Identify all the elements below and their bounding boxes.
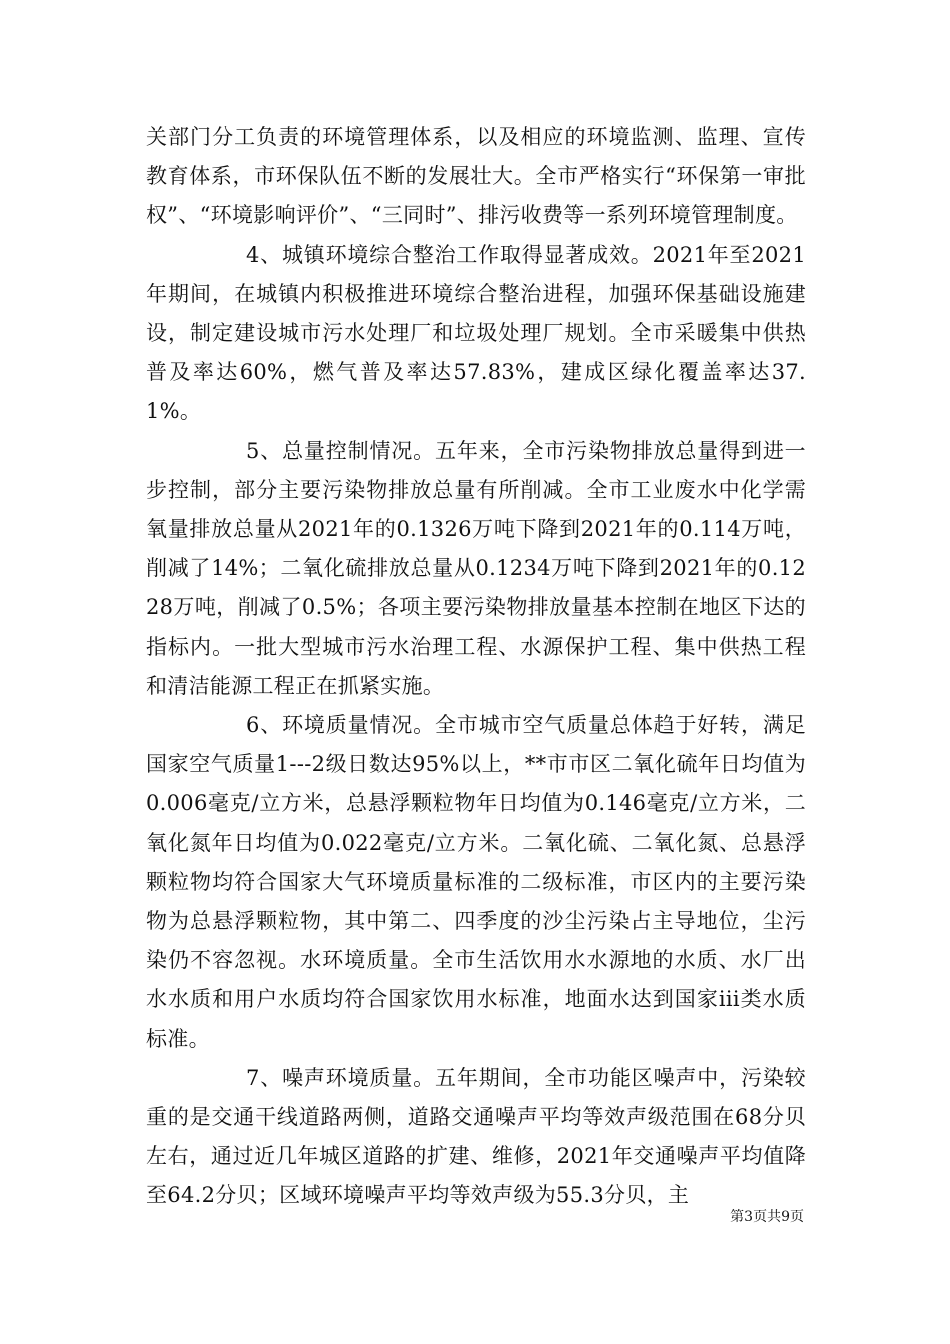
paragraph-noise-quality: 7、噪声环境质量。五年期间，全市功能区噪声中，污染较重的是交通干线道路两侧，道路交通噪声平均等效声级范围在68分贝左右，通过近几年城区道路的扩建、维修，2021年交通噪声平均值降至64.2分贝；区域环境噪声平均等效声级为55.3分贝，主	[146, 1065, 806, 1208]
page-number-footer: 第3页共9页	[730, 1209, 804, 1225]
document-body	[146, 118, 806, 1216]
paragraph-management-system: 关部门分工负责的环境管理体系，以及相应的环境监测、监理、宣传教育体系，市环保队伍不断的发展壮大。全市严格实行“环保第一审批权”、“环境影响评价”、“三同时”、排污收费等一系列环境管理制度。	[146, 125, 806, 228]
paragraph-urban-remediation: 4、城镇环境综合整治工作取得显著成效。2021年至2021年期间，在城镇内积极推进环境综合整治进程，加强环保基础设施建设，制定建设城市污水处理厂和垃圾处理厂规划。全市采暖集中供热普及率达60%，燃气普及率达57.83%，建成区绿化覆盖率达37.1%。	[146, 242, 806, 424]
paragraph-total-control: 5、总量控制情况。五年来，全市污染物排放总量得到进一步控制，部分主要污染物排放总量有所削减。全市工业废水中化学需氧量排放总量从2021年的0.1326万吨下降到2021年的0.114万吨，削减了14%；二氧化硫排放总量从0.1234万吨下降到2021年的0.1228万吨，削减了0.5%；各项主要污染物排放量基本控制在地区下达的指标内。一批大型城市污水治理工程、水源保护工程、集中供热工程和清洁能源工程正在抓紧实施。	[146, 438, 806, 698]
paragraph-environment-quality: 6、环境质量情况。全市城市空气质量总体趋于好转，满足国家空气质量1---2级日数达95%以上，**市市区二氧化硫年日均值为0.006毫克/立方米，总悬浮颗粒物年日均值为0.146毫克/立方米，二氧化氮年日均值为0.022毫克/立方米。二氧化硫、二氧化氮、总悬浮颗粒物均符合国家大气环境质量标准的二级标准，市区内的主要污染物为总悬浮颗粒物，其中第二、四季度的沙尘污染占主导地位，尘污染仍不容忽视。水环境质量。全市生活饮用水水源地的水质、水厂出水水质和用户水质均符合国家饮用水标准，地面水达到国家iii类水质标准。	[146, 713, 806, 1051]
